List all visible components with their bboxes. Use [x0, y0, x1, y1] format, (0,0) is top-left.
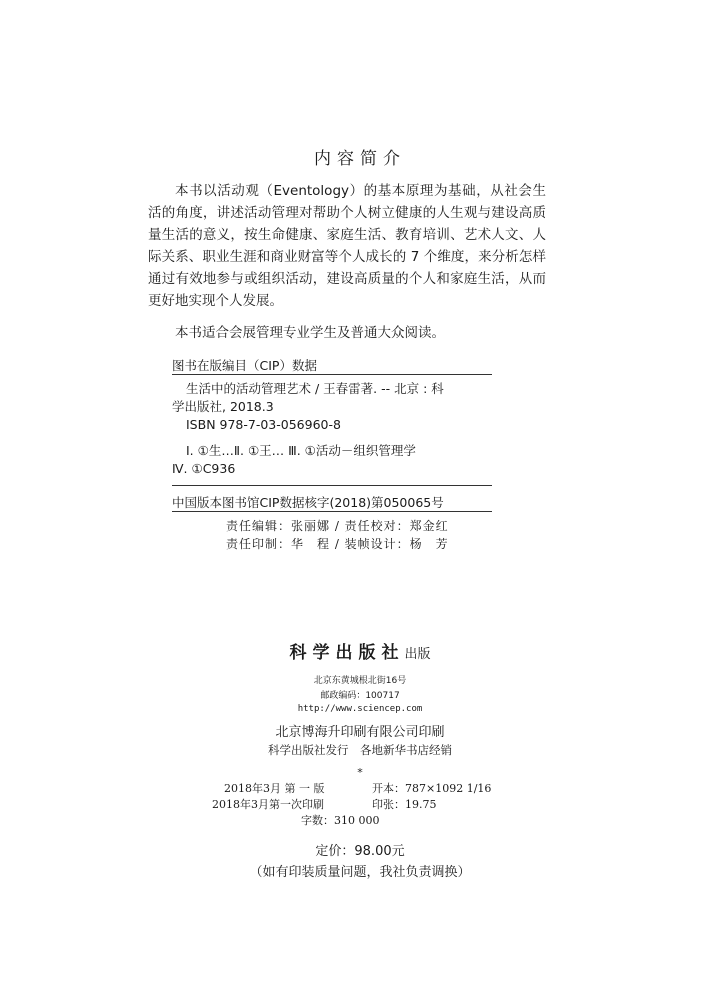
credits-line: 责任编辑：张丽娜 / 责任校对：郑金红: [226, 519, 449, 533]
cip-bottom-rule: [172, 511, 492, 512]
word-count: 字数：310 000: [301, 814, 380, 827]
distribution: 科学出版社发行 各地新华书店经销: [268, 743, 452, 757]
cip-record-line: 学出版社, 2018.3: [172, 399, 274, 414]
intro-paragraph: 本书适合会展管理专业学生及普通大众阅读。: [175, 325, 445, 341]
edition-date: 2018年3月 第 一 版: [224, 782, 325, 795]
intro-text: [148, 180, 546, 344]
cip-catalog-number: 中国版本图书馆CIP数据核字(2018)第050065号: [172, 495, 444, 510]
credits-line: 责任印制：华 程 / 装帧设计：杨 芳: [226, 537, 449, 551]
cip-isbn: ISBN 978-7-03-056960-8: [186, 417, 341, 432]
price: 定价：98.00元: [315, 844, 405, 859]
print-sheets: 印张：19.75: [372, 798, 437, 811]
publisher-suffix: 出版: [404, 647, 431, 662]
publisher-address: 北京东黄城根北街16号: [313, 676, 407, 686]
cip-heading: 图书在版编目（CIP）数据: [172, 358, 317, 373]
quality-note: （如有印装质量问题，我社负责调换）: [249, 865, 471, 880]
intro-paragraph: 本书以活动观（Eventology）的基本原理为基础，从社会生活的角度，讲述活动管理对帮助个人树立健康的人生观与建设高质量生活的意义，按生命健康、家庭生活、教育培训、艺术人文、人际关系、职业生涯和商业财富等个人成长的 7 个维度，来分析怎样通过有效地参与或组织活动，建设高质量的个人和家庭生活，从而更好地实现个人发展。: [148, 183, 546, 309]
format-size: 开本：787×1092 1/16: [372, 782, 492, 795]
printing-date: 2018年3月第一次印刷: [212, 798, 324, 811]
publisher-postcode: 邮政编码：100717: [320, 691, 400, 701]
publisher-website: http://www.sciencep.com: [297, 704, 423, 714]
cip-subjects: Ⅰ. ①生…Ⅱ. ①王… Ⅲ. ①活动－组织管理学: [186, 443, 416, 458]
cip-record-line: 生活中的活动管理艺术 / 王春雷著. -- 北京 : 科: [186, 381, 444, 396]
publisher-name: 科学出版社: [289, 643, 405, 663]
cip-top-rule: [172, 374, 492, 375]
printer: 北京博海升印刷有限公司印刷: [275, 725, 445, 740]
credits: [226, 517, 449, 553]
separator-mark: *: [357, 766, 363, 779]
cip-record: [172, 380, 492, 478]
cip-mid-rule: [172, 485, 492, 486]
publisher-line: [0, 638, 720, 663]
cip-subjects: Ⅳ. ①C936: [172, 461, 236, 476]
page-title: 内容简介: [314, 149, 406, 169]
